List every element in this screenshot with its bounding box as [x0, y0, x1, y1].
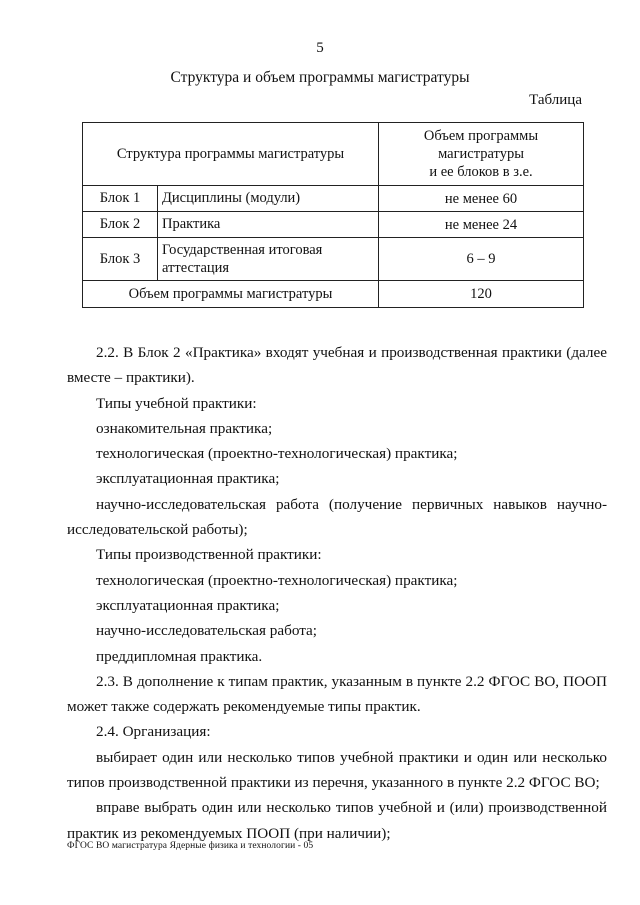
list-heading: Типы учебной практики: — [96, 394, 257, 412]
list-item: выбирает один или несколько типов учебной практики и один или несколько типов производственной практики из перечня, указанного в пункте 2.2 ФГОС ВО; — [67, 748, 607, 792]
list-item: научно-исследовательская работа (получение первичных навыков научно-исследовательской работы); — [67, 495, 607, 539]
block-cell: Блок 1 — [83, 186, 158, 212]
block-name-line: Государственная итоговая — [162, 242, 323, 258]
program-structure-table — [82, 122, 584, 308]
page-title: Структура и объем программы магистратуры — [170, 69, 470, 86]
block-name-line: аттестация — [162, 260, 230, 276]
body-text — [67, 340, 607, 846]
total-label-cell: Объем программы магистратуры — [83, 281, 379, 308]
list-item: технологическая (проектно-технологическая) практика; — [96, 571, 458, 589]
block-name-cell — [158, 238, 379, 281]
paragraph-2-4: 2.4. Организация: — [96, 723, 211, 741]
table-header-row — [83, 123, 584, 186]
header-volume-cell — [379, 123, 584, 186]
list-item: преддипломная практика. — [96, 647, 263, 665]
header-structure-cell: Структура программы магистратуры — [83, 123, 379, 186]
document-footer: ФГОС ВО магистратура Ядерные физика и технологии - 05 — [67, 841, 314, 851]
header-volume-line: и ее блоков в з.е. — [429, 164, 533, 180]
paragraph-2-2: 2.2. В Блок 2 «Практика» входят учебная и производственная практики (далее вместе – практики). — [67, 344, 607, 387]
total-value-cell: 120 — [379, 281, 584, 308]
table-label: Таблица — [529, 92, 582, 108]
list-item: технологическая (проектно-технологическая) практика; — [96, 445, 458, 463]
list-item: эксплуатационная практика; — [96, 596, 280, 614]
list-item: вправе выбрать один или несколько типов учебной и (или) производственной практик из рекомендуемых ПООП (при наличии); — [67, 799, 607, 842]
block-volume-cell: 6 – 9 — [379, 238, 584, 281]
header-volume-line: магистратуры — [438, 146, 524, 162]
table-total-row — [83, 281, 584, 308]
list-item: ознакомительная практика; — [96, 419, 273, 437]
list-item: эксплуатационная практика; — [96, 470, 280, 488]
block-cell: Блок 3 — [83, 238, 158, 281]
list-heading: Типы производственной практики: — [96, 546, 322, 564]
table-row — [83, 186, 584, 212]
list-item: научно-исследовательская работа; — [96, 622, 318, 640]
block-volume-cell: не менее 24 — [379, 212, 584, 238]
paragraph-2-3: 2.3. В дополнение к типам практик, указанным в пункте 2.2 ФГОС ВО, ПООП может также содержать рекомендуемые типы практик. — [67, 672, 607, 716]
table-row — [83, 238, 584, 281]
table-row — [83, 212, 584, 238]
block-cell: Блок 2 — [83, 212, 158, 238]
block-volume-cell: не менее 60 — [379, 186, 584, 212]
block-name-cell: Практика — [158, 212, 379, 238]
block-name-cell: Дисциплины (модули) — [158, 186, 379, 212]
header-volume-line: Объем программы — [423, 128, 539, 144]
page-number: 5 — [316, 40, 324, 56]
